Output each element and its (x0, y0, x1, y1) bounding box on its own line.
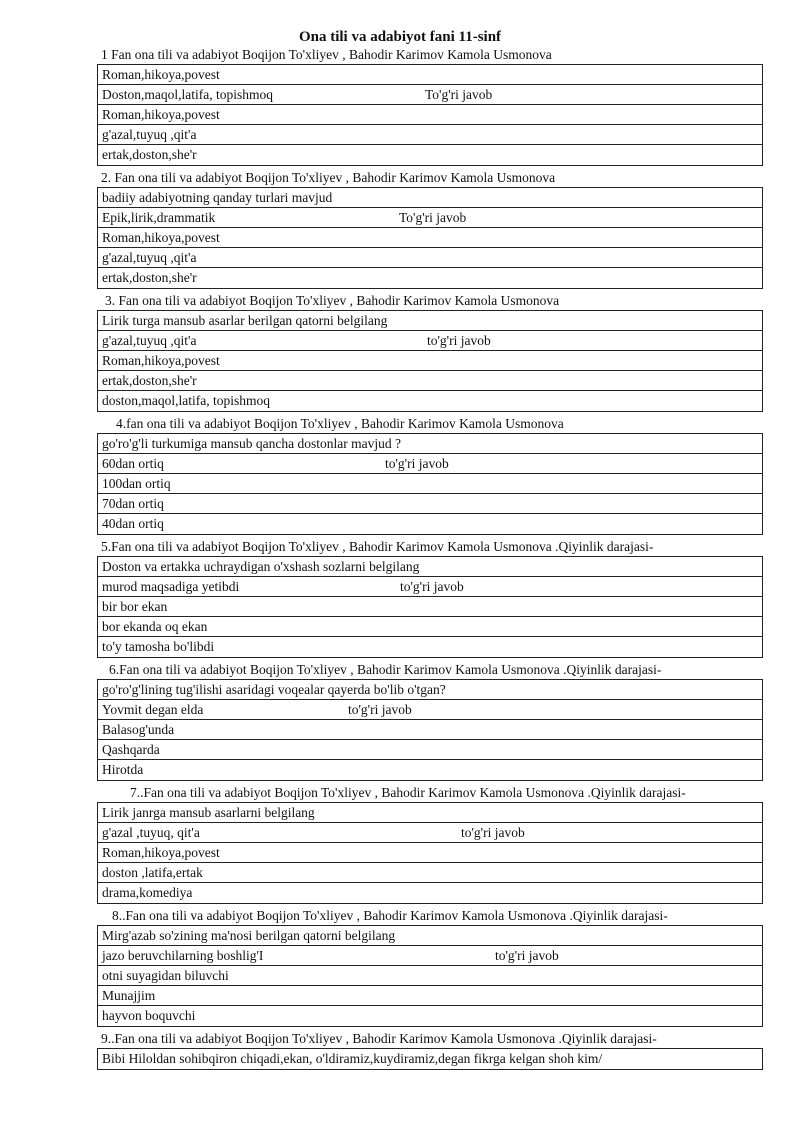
row-text: Qashqarda (102, 742, 160, 757)
question-header: 8..Fan ona tili va adabiyot Boqijon To'xliyev , Bahodir Karimov Kamola Usmonova .Qiyinlik darajasi- (112, 908, 668, 923)
row-text: ertak,doston,she'r (102, 147, 197, 162)
table-row (98, 268, 762, 288)
row-text: drama,komediya (102, 885, 193, 900)
table-row (98, 926, 762, 946)
table-row (98, 700, 762, 720)
question-header: 1 Fan ona tili va adabiyot Boqijon To'xliyev , Bahodir Karimov Kamola Usmonova (101, 47, 552, 62)
table-row (98, 105, 762, 125)
question-table (97, 187, 763, 289)
row-text: Bibi Hiloldan sohibqiron chiqadi,ekan, o'ldiramiz,kuydiramiz,degan fikrga kelgan shoh kim/ (102, 1051, 603, 1066)
table-row (98, 740, 762, 760)
table-row (98, 65, 762, 85)
row-text: to'y tamosha bo'libdi (102, 639, 215, 654)
row-text: doston ,latifa,ertak (102, 865, 203, 880)
table-row (98, 145, 762, 165)
row-text: go'ro'g'li turkumiga mansub qancha dostonlar mavjud ? (102, 436, 401, 451)
row-text: Balasog'unda (102, 722, 175, 737)
table-row (98, 208, 762, 228)
row-text: hayvon boquvchi (102, 1008, 196, 1023)
row-text: g'azal,tuyuq ,qit'a (102, 333, 197, 348)
correct-answer-label: to'g'ri javob (495, 948, 559, 963)
row-text: Roman,hikoya,povest (102, 845, 220, 860)
row-text: Doston va ertakka uchraydigan o'xshash sozlarni belgilang (102, 559, 420, 574)
row-text: 70dan ortiq (102, 496, 164, 511)
table-row (98, 85, 762, 105)
question-table (97, 925, 763, 1027)
row-text: jazo beruvchilarning boshlig'I (102, 948, 264, 963)
row-text: 100dan ortiq (102, 476, 171, 491)
table-row (98, 125, 762, 145)
table-row (98, 946, 762, 966)
correct-answer-label: to'g'ri javob (427, 333, 491, 348)
row-text: otni suyagidan biluvchi (102, 968, 229, 983)
correct-answer-label: To'g'ri javob (425, 87, 493, 102)
row-text: Roman,hikoya,povest (102, 230, 220, 245)
table-row (98, 1006, 762, 1026)
row-text: Roman,hikoya,povest (102, 67, 220, 82)
row-text: 60dan ortiq (102, 456, 164, 471)
question-table (97, 679, 763, 781)
question-header: 4.fan ona tili va adabiyot Boqijon To'xliyev , Bahodir Karimov Kamola Usmonova (116, 416, 564, 431)
table-row (98, 228, 762, 248)
row-text: Lirik janrga mansub asarlarni belgilang (102, 805, 315, 820)
question-table (97, 310, 763, 412)
table-row (98, 883, 762, 903)
table-row (98, 371, 762, 391)
question-table (97, 1048, 763, 1070)
table-row (98, 454, 762, 474)
row-text: bor ekanda oq ekan (102, 619, 208, 634)
table-row (98, 474, 762, 494)
row-text: go'ro'g'lining tug'ilishi asaridagi voqealar qayerda bo'lib o'tgan? (102, 682, 446, 697)
table-row (98, 803, 762, 823)
table-row (98, 617, 762, 637)
row-text: 40dan ortiq (102, 516, 164, 531)
row-text: murod maqsadiga yetibdi (102, 579, 240, 594)
row-text: g'azal,tuyuq ,qit'a (102, 127, 197, 142)
table-row (98, 248, 762, 268)
row-text: ertak,doston,she'r (102, 373, 197, 388)
correct-answer-label: To'g'ri javob (399, 210, 467, 225)
table-row (98, 843, 762, 863)
page-title: Ona tili va adabiyot fani 11-sinf (298, 29, 502, 45)
table-row (98, 494, 762, 514)
table-row (98, 986, 762, 1006)
table-row (98, 577, 762, 597)
correct-answer-label: to'g'ri javob (348, 702, 412, 717)
question-header: 5.Fan ona tili va adabiyot Boqijon To'xliyev , Bahodir Karimov Kamola Usmonova .Qiyinlik darajasi- (101, 539, 654, 554)
row-text: g'azal,tuyuq ,qit'a (102, 250, 197, 265)
question-header: 3. Fan ona tili va adabiyot Boqijon To'xliyev , Bahodir Karimov Kamola Usmonova (105, 293, 560, 308)
row-text: ertak,doston,she'r (102, 270, 197, 285)
row-text: Roman,hikoya,povest (102, 107, 220, 122)
row-text: g'azal ,tuyuq, qit'a (102, 825, 200, 840)
table-row (98, 1049, 762, 1069)
row-text: Munajjim (102, 988, 156, 1003)
table-row (98, 514, 762, 534)
question-table (97, 64, 763, 166)
row-text: Yovmit degan elda (102, 702, 204, 717)
table-row (98, 557, 762, 577)
row-text: Hirotda (102, 762, 144, 777)
correct-answer-label: to'g'ri javob (400, 579, 464, 594)
question-table (97, 556, 763, 658)
table-row (98, 823, 762, 843)
row-text: bir bor ekan (102, 599, 168, 614)
table-row (98, 720, 762, 740)
table-row (98, 434, 762, 454)
row-text: Lirik turga mansub asarlar berilgan qatorni belgilang (102, 313, 388, 328)
table-row (98, 680, 762, 700)
table-row (98, 351, 762, 371)
table-row (98, 311, 762, 331)
row-text: Roman,hikoya,povest (102, 353, 220, 368)
row-text: Mirg'azab so'zining ma'nosi berilgan qatorni belgilang (102, 928, 396, 943)
question-header: 6.Fan ona tili va adabiyot Boqijon To'xliyev , Bahodir Karimov Kamola Usmonova .Qiyinlik darajasi- (109, 662, 662, 677)
correct-answer-label: to'g'ri javob (385, 456, 449, 471)
question-header: 7..Fan ona tili va adabiyot Boqijon To'xliyev , Bahodir Karimov Kamola Usmonova .Qiyinlik darajasi- (130, 785, 686, 800)
table-row (98, 863, 762, 883)
table-row (98, 391, 762, 411)
table-row (98, 637, 762, 657)
row-text: doston,maqol,latifa, topishmoq (102, 393, 270, 408)
question-header: 2. Fan ona tili va adabiyot Boqijon To'xliyev , Bahodir Karimov Kamola Usmonova (101, 170, 556, 185)
row-text: Epik,lirik,drammatik (102, 210, 216, 225)
table-row (98, 331, 762, 351)
row-text: badiiy adabiyotning qanday turlari mavjud (102, 190, 333, 205)
question-header: 9..Fan ona tili va adabiyot Boqijon To'xliyev , Bahodir Karimov Kamola Usmonova .Qiyinlik darajasi- (101, 1031, 657, 1046)
question-table (97, 802, 763, 904)
table-row (98, 966, 762, 986)
row-text: Doston,maqol,latifa, topishmoq (102, 87, 273, 102)
question-table (97, 433, 763, 535)
table-row (98, 188, 762, 208)
correct-answer-label: to'g'ri javob (461, 825, 525, 840)
table-row (98, 760, 762, 780)
table-row (98, 597, 762, 617)
